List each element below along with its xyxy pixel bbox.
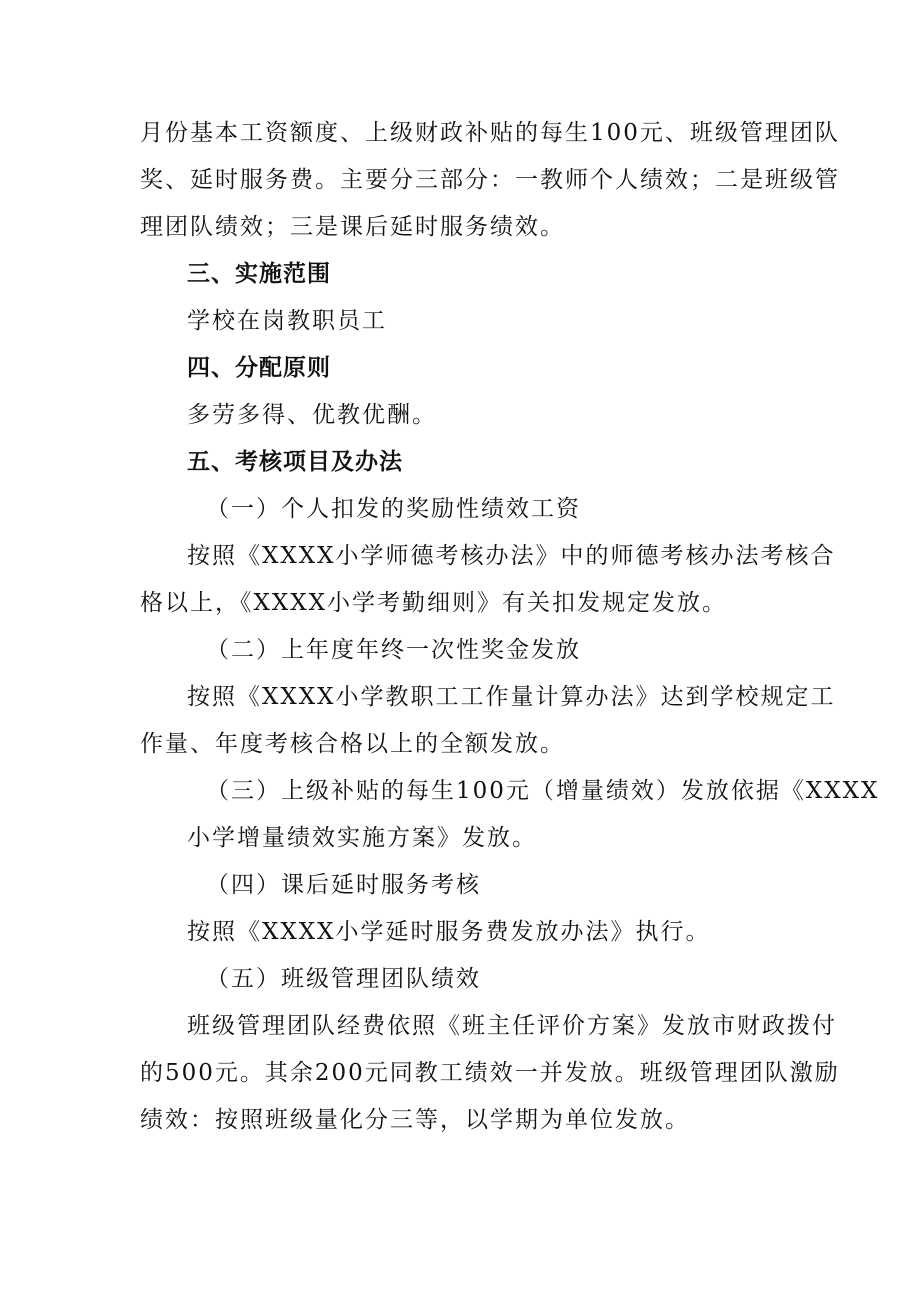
subsection-heading: （一）个人扣发的奖励性绩效工资 bbox=[206, 496, 581, 522]
subsection-heading: （二）上年度年终一次性奖金发放 bbox=[206, 637, 581, 663]
paragraph-line: 班级管理团队经费依照《班主任评价方案》发放市财政拨付 bbox=[187, 1013, 837, 1039]
section-heading: 四、分配原则 bbox=[187, 355, 331, 381]
paragraph-line: 作量、年度考核合格以上的全额发放。 bbox=[140, 731, 565, 757]
subsection-heading: （三）上级补贴的每生100元（增量绩效）发放依据《XXXX bbox=[206, 778, 880, 804]
paragraph-line: 理团队绩效；三是课后延时服务绩效。 bbox=[140, 214, 565, 240]
document-body bbox=[140, 110, 880, 1144]
section-heading: 三、实施范围 bbox=[187, 261, 331, 287]
paragraph-line: 多劳多得、优教优酬。 bbox=[187, 402, 437, 428]
paragraph-line: 格以上，《XXXX小学考勤细则》有关扣发规定发放。 bbox=[140, 590, 727, 616]
paragraph-line: 月份基本工资额度、上级财政补贴的每生100元、班级管理团队 bbox=[140, 120, 840, 146]
paragraph-line: 按照《XXXX小学延时服务费发放办法》执行。 bbox=[187, 919, 711, 945]
paragraph-line: 奖、延时服务费。主要分三部分：一教师个人绩效；二是班级管 bbox=[140, 167, 840, 193]
paragraph-line: 学校在岗教职员工 bbox=[187, 308, 387, 334]
subsection-heading: （五）班级管理团队绩效 bbox=[206, 966, 481, 992]
paragraph-line: 小学增量绩效实施方案》发放。 bbox=[187, 825, 537, 851]
paragraph-line: 绩效：按照班级量化分三等，以学期为单位发放。 bbox=[140, 1107, 690, 1133]
paragraph-line: 按照《XXXX小学教职工工作量计算办法》达到学校规定工 bbox=[187, 684, 836, 710]
section-heading: 五、考核项目及办法 bbox=[187, 449, 403, 475]
subsection-heading: （四）课后延时服务考核 bbox=[206, 872, 481, 898]
paragraph-line: 按照《XXXX小学师德考核办法》中的师德考核办法考核合 bbox=[187, 543, 836, 569]
paragraph-line: 的500元。其余200元同教工绩效一并发放。班级管理团队激励 bbox=[140, 1060, 840, 1086]
